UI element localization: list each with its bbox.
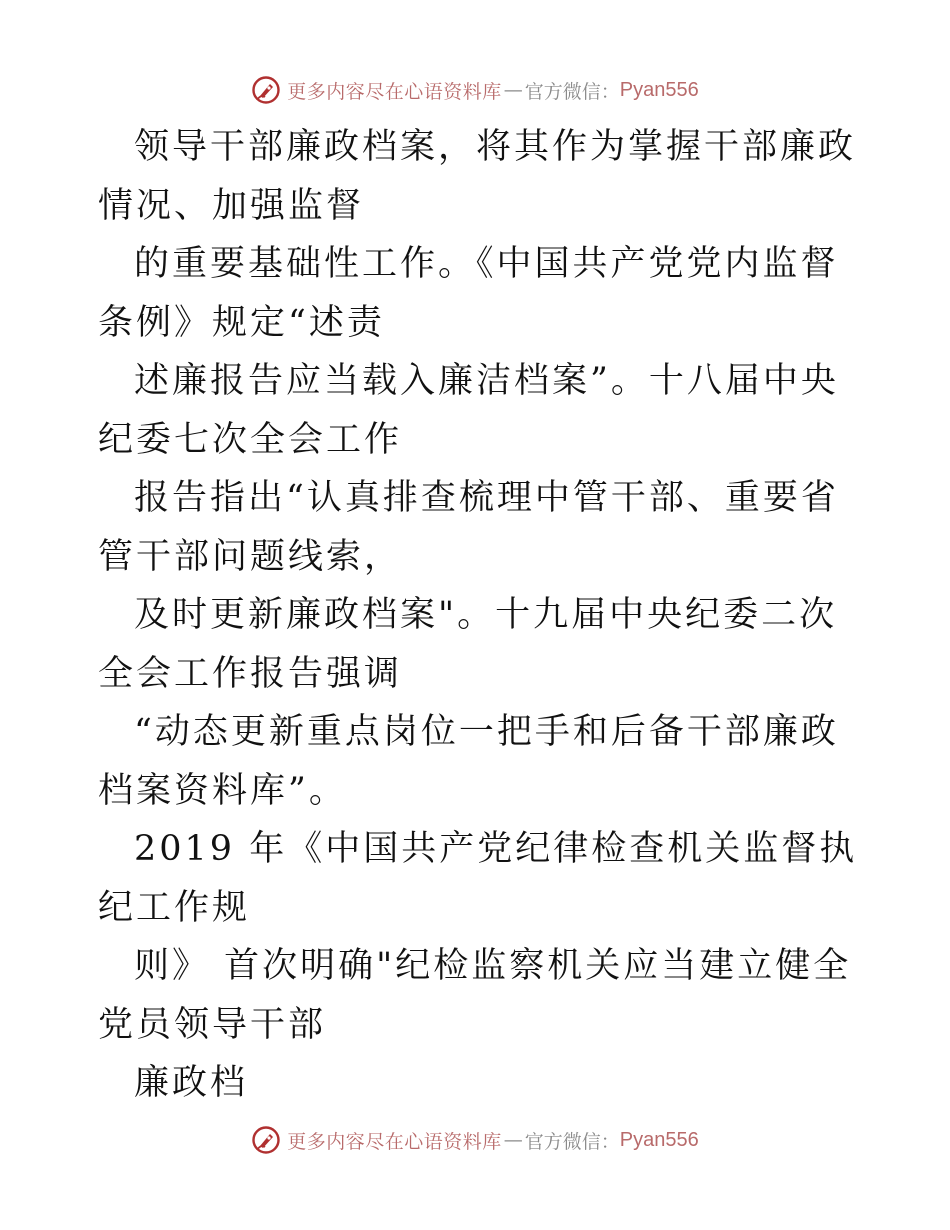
banner-separator: — xyxy=(503,79,523,101)
header-banner xyxy=(0,68,950,112)
paragraph: 报告指出“认真排查梳理中管干部、重要省管干部问题线索， xyxy=(98,478,839,577)
paragraph: 2019 年《中国共产党纪律检查机关监督执纪工作规 xyxy=(98,829,858,928)
paragraph: 则》 首次明确"纪检监察机关应当建立健全党员领导干部 xyxy=(98,946,852,1045)
banner-wechat-label: 官方微信： xyxy=(524,1130,620,1153)
banner-wechat-id: Pyan556 xyxy=(619,78,699,101)
document-body xyxy=(98,118,868,1113)
pen-nib-circle-icon xyxy=(251,1125,281,1155)
paragraph: 及时更新廉政档案"。十九届中央纪委二次全会工作报告强调 xyxy=(98,595,838,694)
pen-nib-circle-icon xyxy=(251,75,281,105)
paragraph: “动态更新重点岗位一把手和后备干部廉政档案资料库”。 xyxy=(98,712,839,811)
footer-banner xyxy=(0,1118,950,1162)
paragraph: 廉政档 xyxy=(134,1063,249,1103)
paragraph: 述廉报告应当载入廉洁档案”。十八届中央纪委七次全会工作 xyxy=(98,361,839,460)
banner-wechat-label: 官方微信： xyxy=(524,80,620,103)
banner-site-text: 更多内容尽在心语资料库 xyxy=(287,80,502,103)
paragraph: 领导干部廉政档案，将其作为掌握干部廉政情况、加强监督 xyxy=(98,127,857,226)
paragraph: 的重要基础性工作。《中国共产党党内监督条例》规定“述责 xyxy=(98,244,839,343)
banner-wechat-id: Pyan556 xyxy=(619,1128,699,1151)
banner-site-text: 更多内容尽在心语资料库 xyxy=(287,1130,502,1153)
banner-separator: — xyxy=(503,1129,523,1151)
